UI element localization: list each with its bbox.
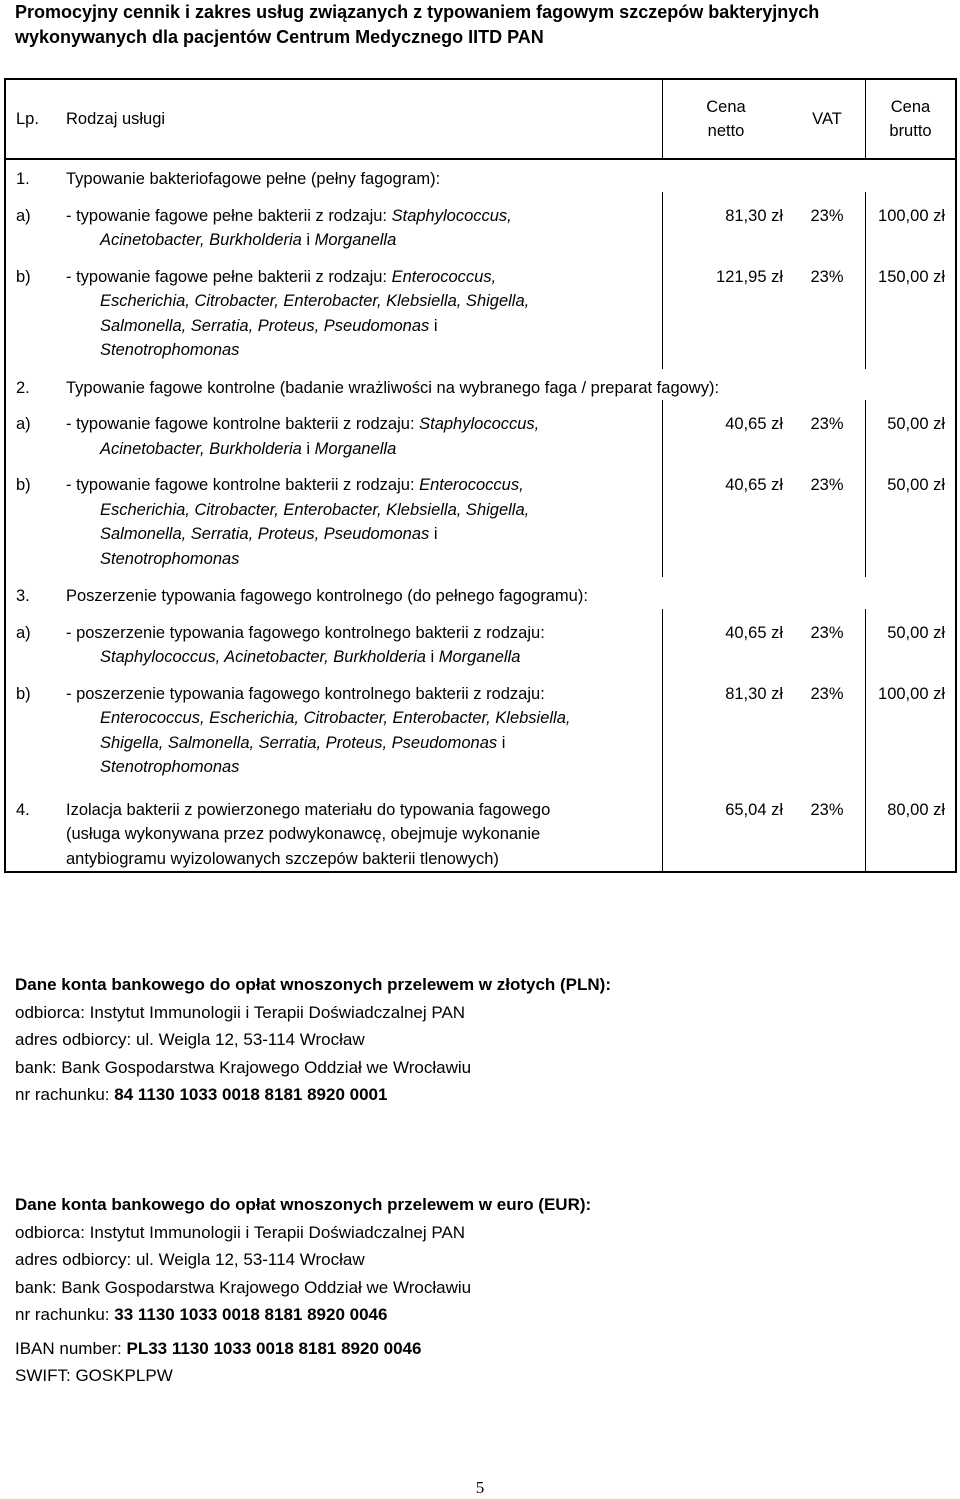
item-conj: i <box>429 316 438 335</box>
bank-recipient: odbiorca: Instytut Immunologii i Terapii Doświadczalnej PAN <box>15 1222 466 1242</box>
item-line <box>66 621 662 646</box>
item-prefix: - typowanie fagowe pełne bakterii z rodzaju: <box>66 206 392 225</box>
item-gross-price: 50,00 zł <box>866 609 957 670</box>
item-gross-price: 100,00 zł <box>866 192 957 253</box>
document-title: Promocyjny cennik i zakres usług związanych z typowaniem fagowym szczepów bakteryjnych wykonywanych dla pacjentów Centrum Medycznego IITD PAN <box>15 2 820 47</box>
header-net <box>663 79 790 159</box>
item-line <box>66 706 662 731</box>
item-conj: i <box>301 231 315 249</box>
section-number: 4. <box>5 780 66 873</box>
header-vat: VAT <box>789 79 866 159</box>
item-vat: 23% <box>810 267 844 286</box>
item-line <box>66 522 662 547</box>
item-vat: 23% <box>810 476 844 494</box>
item-genus: Acinetobacter, Burkholderia <box>100 231 302 249</box>
item-genus: Stenotrophomonas <box>100 549 240 568</box>
item-line <box>66 314 662 339</box>
item-description <box>66 670 663 780</box>
section-row <box>5 369 956 401</box>
item-letter: b) <box>5 670 66 780</box>
price-table <box>4 78 957 873</box>
item-genus: Escherichia, Citrobacter, Enterobacter, Klebsiella, Shigella, <box>100 292 530 310</box>
item-description <box>66 461 663 577</box>
item-line <box>66 731 662 756</box>
item-line: Izolacja bakterii z powierzonego materiału do typowania fagowego <box>66 800 551 819</box>
item-genus: Stenotrophomonas <box>100 758 240 776</box>
bank-address: adres odbiorcy: ul. Weigla 12, 53-114 Wrocław <box>15 1250 365 1269</box>
table-row <box>5 253 956 369</box>
item-description <box>66 780 663 873</box>
bank-account <box>15 1081 915 1109</box>
iban-label: IBAN number: <box>15 1338 127 1358</box>
account-label: nr rachunku: <box>15 1305 115 1324</box>
bank-swift: SWIFT: GOSKPLPW <box>15 1366 173 1385</box>
item-genus: Morganella <box>314 439 397 458</box>
item-line <box>66 437 662 462</box>
table-row <box>5 461 956 577</box>
item-genus: Salmonella, Serratia, Proteus, Pseudomonas <box>100 316 430 335</box>
item-genus: Stenotrophomonas <box>100 341 240 359</box>
item-line <box>66 547 662 572</box>
bank-recipient: odbiorca: Instytut Immunologii i Terapii Doświadczalnej PAN <box>15 1002 466 1022</box>
item-letter: b) <box>5 461 66 577</box>
item-net-price: 65,04 zł <box>663 780 790 873</box>
bank-details-pln <box>15 971 915 1109</box>
item-prefix: - poszerzenie typowania fagowego kontrolnego bakterii z rodzaju: <box>66 623 545 642</box>
item-description <box>66 609 663 670</box>
table-row <box>5 670 956 780</box>
item-line <box>66 265 662 290</box>
item-letter: b) <box>5 253 66 369</box>
bank-heading: Dane konta bankowego do opłat wnoszonych przelewem w euro (EUR): <box>15 1195 592 1214</box>
item-letter: a) <box>5 192 66 253</box>
bank-account <box>15 1301 915 1329</box>
item-vat: 23% <box>789 780 866 873</box>
item-line: (usługa wykonywana przez podwykonawcę, obejmuje wykonanie <box>66 825 541 843</box>
header-gross-label: Cena brutto <box>889 98 932 140</box>
item-prefix: - typowanie fagowe pełne bakterii z rodzaju: <box>66 267 392 286</box>
item-genus: Enterococcus, <box>391 267 497 286</box>
item-line <box>66 204 662 229</box>
item-line: antybiogramu wyizolowanych szczepów bakterii tlenowych) <box>66 849 499 868</box>
section-title: Poszerzenie typowania fagowego kontrolnego (do pełnego fagogramu): <box>66 577 956 609</box>
item-conj: i <box>425 648 439 666</box>
item-genus: Salmonella, Serratia, Proteus, Pseudomonas <box>100 525 430 543</box>
item-prefix: - poszerzenie typowania fagowego kontrolnego bakterii z rodzaju: <box>66 684 545 703</box>
item-description <box>66 253 663 369</box>
account-number: 33 1130 1033 0018 8181 8920 0046 <box>114 1305 388 1324</box>
section-title: Typowanie bakteriofagowe pełne (pełny fagogram): <box>66 159 956 192</box>
item-net-price: 81,30 zł <box>663 192 790 253</box>
item-line <box>66 645 662 670</box>
item-line <box>66 228 662 253</box>
table-header-row <box>5 79 956 159</box>
item-description <box>66 400 663 461</box>
item-gross-price: 100,00 zł <box>866 670 957 780</box>
page-number: 5 <box>475 1478 485 1497</box>
bank-iban <box>15 1335 915 1363</box>
item-genus: Shigella, Salmonella, Serratia, Proteus, Pseudomonas <box>100 733 498 752</box>
item-genus: Staphylococcus, <box>419 415 540 433</box>
bank-name: bank: Bank Gospodarstwa Krajowego Oddział we Wrocławiu <box>15 1277 472 1297</box>
item-line <box>66 755 662 780</box>
item-line <box>66 412 662 437</box>
item-net-price: 40,65 zł <box>663 461 790 577</box>
iban-number: PL33 1130 1033 0018 8181 8920 0046 <box>126 1338 422 1358</box>
item-conj: i <box>301 439 315 458</box>
item-line <box>66 498 662 523</box>
item-letter: a) <box>5 609 66 670</box>
table-row <box>5 192 956 253</box>
bank-details-eur <box>15 1191 915 1390</box>
header-net-label: Cena netto <box>706 98 746 140</box>
item-description <box>66 192 663 253</box>
account-number: 84 1130 1033 0018 8181 8920 0001 <box>114 1085 388 1104</box>
section-row <box>5 159 956 192</box>
item-genus: Morganella <box>438 648 521 666</box>
item-conj: i <box>429 525 438 543</box>
item-genus: Morganella <box>314 231 397 249</box>
account-label: nr rachunku: <box>15 1085 115 1104</box>
item-vat: 23% <box>810 623 844 642</box>
item-prefix: - typowanie fagowe kontrolne bakterii z rodzaju: <box>66 415 420 433</box>
item-net-price: 40,65 zł <box>663 609 790 670</box>
header-gross <box>866 79 957 159</box>
item-gross-price: 50,00 zł <box>866 400 957 461</box>
section-number: 1. <box>5 159 66 192</box>
bank-address: adres odbiorcy: ul. Weigla 12, 53-114 Wrocław <box>15 1030 365 1049</box>
item-line <box>66 473 662 498</box>
item-gross-price: 150,00 zł <box>866 253 957 369</box>
table-row <box>5 400 956 461</box>
item-gross-price: 50,00 zł <box>866 461 957 577</box>
bank-heading: Dane konta bankowego do opłat wnoszonych przelewem w złotych (PLN): <box>15 975 612 994</box>
section-title: Typowanie fagowe kontrolne (badanie wrażliwości na wybranego faga / preparat fagowy): <box>66 369 956 401</box>
item-genus: Enterococcus, Escherichia, Citrobacter, Enterobacter, Klebsiella, <box>100 709 571 727</box>
item-prefix: - typowanie fagowe kontrolne bakterii z rodzaju: <box>66 476 420 494</box>
header-service: Rodzaj usługi <box>66 79 663 159</box>
item-genus: Acinetobacter, Burkholderia <box>100 439 302 458</box>
item-vat: 23% <box>810 415 844 433</box>
section-row <box>5 577 956 609</box>
item-vat: 23% <box>810 684 844 703</box>
item-line <box>66 682 662 707</box>
item-genus: Staphylococcus, <box>391 206 512 225</box>
item-net-price: 40,65 zł <box>663 400 790 461</box>
table-row <box>5 609 956 670</box>
item-line <box>66 338 662 363</box>
item-conj: i <box>497 733 506 752</box>
item-letter: a) <box>5 400 66 461</box>
item-line <box>66 289 662 314</box>
bank-name: bank: Bank Gospodarstwa Krajowego Oddział we Wrocławiu <box>15 1057 472 1077</box>
header-lp: Lp. <box>5 79 66 159</box>
item-net-price: 121,95 zł <box>663 253 790 369</box>
item-net-price: 81,30 zł <box>663 670 790 780</box>
section-number: 2. <box>5 369 66 401</box>
item-genus: Escherichia, Citrobacter, Enterobacter, Klebsiella, Shigella, <box>100 500 530 519</box>
item-vat: 23% <box>810 206 844 225</box>
item-genus: Enterococcus, <box>419 476 524 494</box>
item-genus: Staphylococcus, Acinetobacter, Burkholderia <box>100 648 426 666</box>
table-row <box>5 780 956 873</box>
item-gross-price: 80,00 zł <box>866 780 957 873</box>
section-number: 3. <box>5 577 66 609</box>
